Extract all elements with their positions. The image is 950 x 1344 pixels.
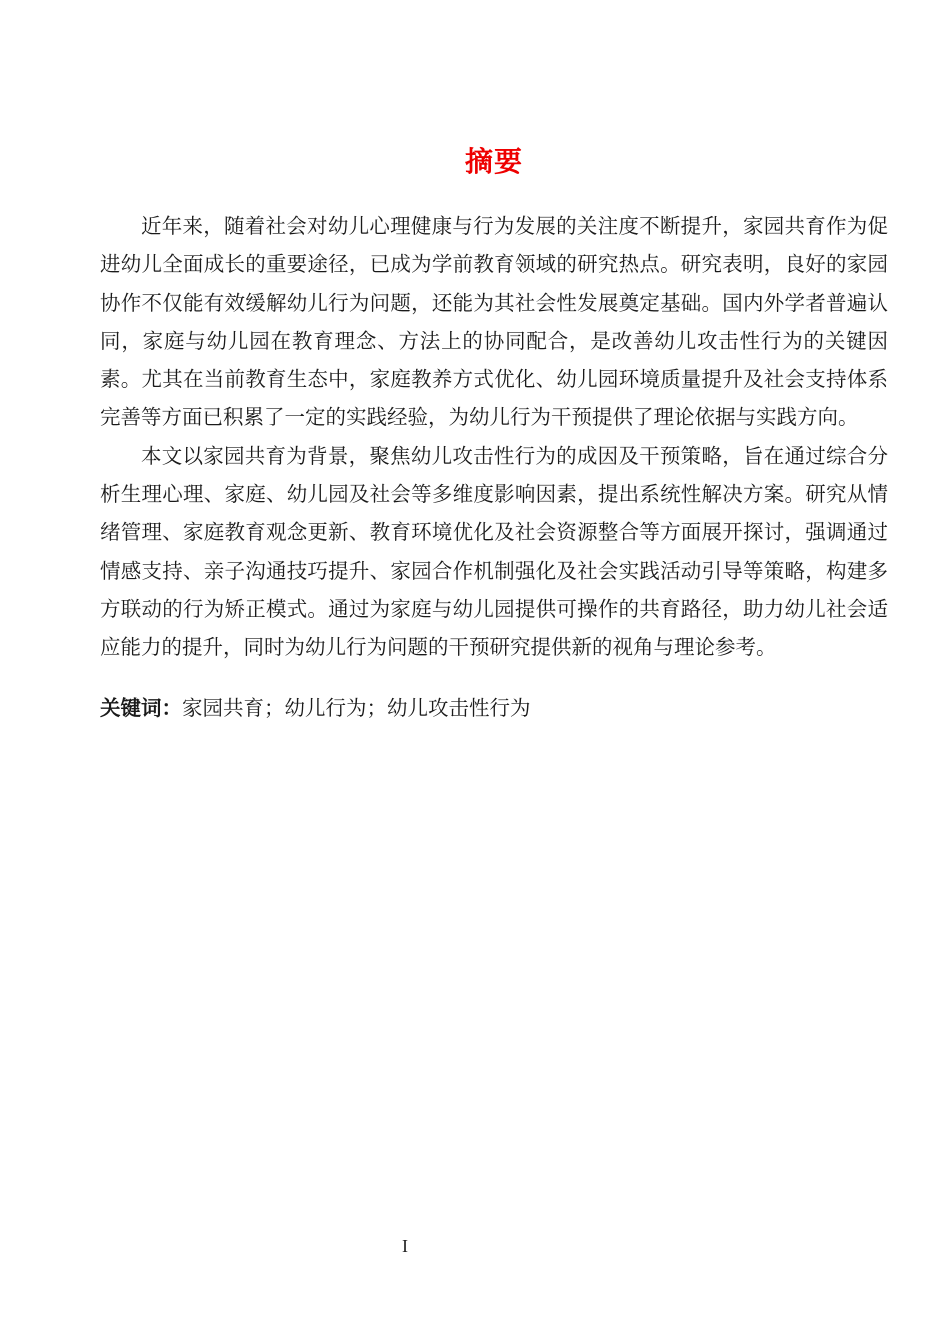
page-footer [0,1236,810,1257]
keywords-value: 家园共育；幼儿行为；幼儿攻击性行为 [182,697,531,720]
abstract-body [100,208,888,668]
page-number: I [402,1236,408,1256]
keywords-label: 关键词： [100,697,182,720]
page-content [100,0,888,728]
abstract-paragraph-1: 近年来，随着社会对幼儿心理健康与行为发展的关注度不断提升，家园共育作为促进幼儿全面成长的重要途径，已成为学前教育领域的研究热点。研究表明，良好的家园协作不仅能有效缓解幼儿行为问题，还能为其社会性发展奠定基础。国内外学者普遍认同，家庭与幼儿园在教育理念、方法上的协同配合，是改善幼儿攻击性行为的关键因素。尤其在当前教育生态中，家庭教养方式优化、幼儿园环境质量提升及社会支持体系完善等方面已积累了一定的实践经验，为幼儿行为干预提供了理论依据与实践方向。 [100,216,888,430]
page-title: 摘要 [464,146,523,177]
keywords-line [100,690,888,728]
abstract-paragraph-2: 本文以家园共育为背景，聚焦幼儿攻击性行为的成因及干预策略，旨在通过综合分析生理心理、家庭、幼儿园及社会等多维度影响因素，提出系统性解决方案。研究从情绪管理、家庭教育观念更新、教育环境优化及社会资源整合等方面展开探讨，强调通过情感支持、亲子沟通技巧提升、家园合作机制强化及社会实践活动引导等策略，构建多方联动的行为矫正模式。通过为家庭与幼儿园提供可操作的共育路径，助力幼儿社会适应能力的提升，同时为幼儿行为问题的干预研究提供新的视角与理论参考。 [100,445,888,660]
